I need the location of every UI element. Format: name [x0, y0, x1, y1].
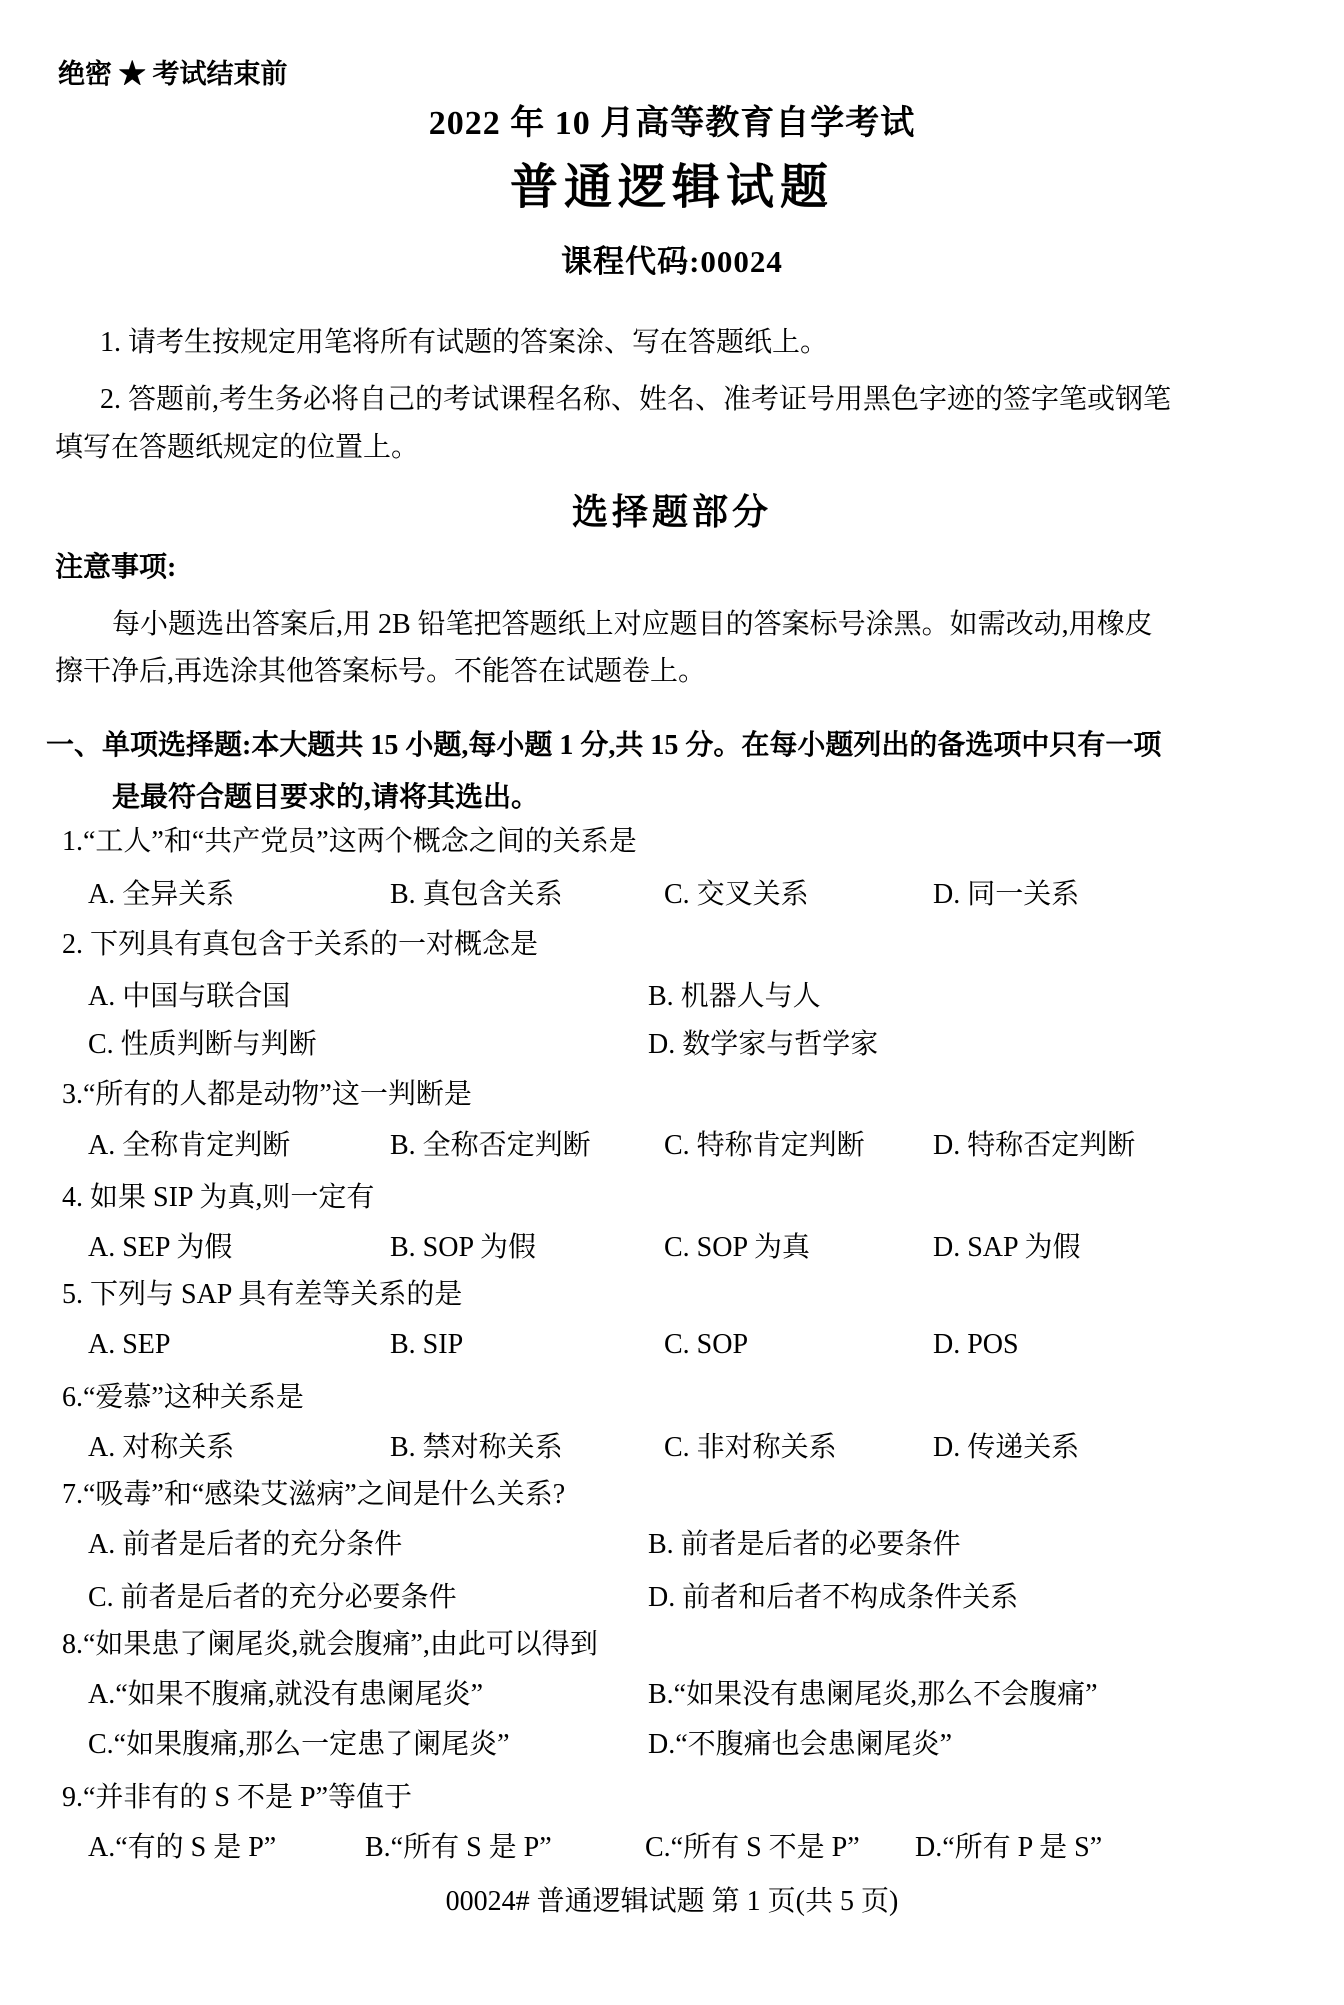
question-7-option-d: D. 前者和后者不构成条件关系	[648, 1582, 1019, 1613]
question-4-options	[88, 1230, 1081, 1265]
question-3-option-d: D. 特称否定判断	[933, 1130, 1136, 1161]
question-9-option-b: B.“所有 S 是 P”	[365, 1832, 552, 1863]
question-3-option-a: A. 全称肯定判断	[88, 1130, 291, 1161]
question-8-option-d: D.“不腹痛也会患阑尾炎”	[648, 1729, 953, 1760]
section-title: 选择题部分	[571, 492, 772, 532]
question-6-option-a: A. 对称关系	[88, 1432, 235, 1463]
question-6-option-c: C. 非对称关系	[664, 1432, 837, 1463]
note-line-1: 每小题选出答案后,用 2B 铅笔把答题纸上对应题目的答案标号涂黑。如需改动,用橡皮	[112, 609, 1153, 640]
question-5-text: 5. 下列与 SAP 具有差等关系的是	[62, 1279, 463, 1310]
question-1-option-a: A. 全异关系	[88, 879, 235, 910]
question-7-option-c: C. 前者是后者的充分必要条件	[88, 1582, 457, 1613]
question-9-option-d: D.“所有 P 是 S”	[915, 1832, 1103, 1863]
question-3-option-b: B. 全称否定判断	[390, 1130, 591, 1161]
question-5-options	[88, 1327, 1019, 1362]
exam-title: 2022 年 10 月高等教育自学考试	[428, 105, 916, 142]
question-5-option-a: A. SEP	[88, 1329, 171, 1360]
question-8-option-b: B.“如果没有患阑尾炎,那么不会腹痛”	[648, 1679, 1098, 1710]
question-4-option-c: C. SOP 为真	[664, 1232, 811, 1263]
question-6-option-b: B. 禁对称关系	[390, 1432, 563, 1463]
course-code: 课程代码:00024	[561, 244, 783, 279]
instruction-line-2: 2. 答题前,考生务必将自己的考试课程名称、姓名、准考证号用黑色字迹的签字笔或钢笔	[100, 384, 1172, 415]
question-5-option-b: B. SIP	[390, 1329, 464, 1360]
instruction-line-2-cont: 填写在答题纸规定的位置上。	[55, 432, 420, 463]
question-1-option-d: D. 同一关系	[933, 879, 1080, 910]
question-7-option-b: B. 前者是后者的必要条件	[648, 1529, 961, 1560]
question-7-text: 7.“吸毒”和“感染艾滋病”之间是什么关系?	[62, 1479, 566, 1510]
question-5-option-c: C. SOP	[664, 1329, 749, 1360]
question-9-option-a: A.“有的 S 是 P”	[88, 1832, 277, 1863]
question-8-option-a: A.“如果不腹痛,就没有患阑尾炎”	[88, 1679, 484, 1710]
question-4-option-a: A. SEP 为假	[88, 1232, 233, 1263]
question-9-options	[88, 1830, 1102, 1865]
question-1-option-b: B. 真包含关系	[390, 879, 563, 910]
question-2-option-a: A. 中国与联合国	[88, 981, 291, 1012]
instruction-line-1: 1. 请考生按规定用笔将所有试题的答案涂、写在答题纸上。	[100, 327, 829, 358]
part-heading-line-2: 是最符合题目要求的,请将其选出。	[112, 782, 540, 813]
question-2-options-row-1	[88, 979, 821, 1014]
question-1-text: 1.“工人”和“共产党员”这两个概念之间的关系是	[62, 826, 637, 857]
question-1-options	[88, 877, 1079, 912]
question-9-option-c: C.“所有 S 不是 P”	[645, 1832, 860, 1863]
note-line-2: 擦干净后,再选涂其他答案标号。不能答在试题卷上。	[55, 656, 707, 687]
question-3-text: 3.“所有的人都是动物”这一判断是	[62, 1079, 472, 1110]
question-1-option-c: C. 交叉关系	[664, 879, 809, 910]
question-2-option-b: B. 机器人与人	[648, 981, 821, 1012]
question-7-options-row-2	[88, 1580, 1018, 1615]
question-7-options-row-1	[88, 1527, 961, 1562]
question-9-text: 9.“并非有的 S 不是 P”等值于	[62, 1782, 413, 1813]
question-7-option-a: A. 前者是后者的充分条件	[88, 1529, 403, 1560]
question-6-option-d: D. 传递关系	[933, 1432, 1080, 1463]
question-4-text: 4. 如果 SIP 为真,则一定有	[62, 1182, 375, 1213]
question-3-option-c: C. 特称肯定判断	[664, 1130, 865, 1161]
question-4-option-d: D. SAP 为假	[933, 1232, 1081, 1263]
question-6-text: 6.“爱慕”这种关系是	[62, 1382, 304, 1413]
question-2-options-row-2	[88, 1027, 878, 1062]
question-2-option-d: D. 数学家与哲学家	[648, 1029, 879, 1060]
classification-banner: 绝密 ★ 考试结束前	[58, 59, 288, 89]
question-5-option-d: D. POS	[933, 1329, 1019, 1360]
question-8-option-c: C.“如果腹痛,那么一定患了阑尾炎”	[88, 1729, 510, 1760]
notes-heading: 注意事项:	[55, 552, 177, 583]
question-8-text: 8.“如果患了阑尾炎,就会腹痛”,由此可以得到	[62, 1629, 598, 1660]
question-8-options-row-1	[88, 1677, 1098, 1712]
question-2-text: 2. 下列具有真包含于关系的一对概念是	[62, 929, 539, 960]
question-6-options	[88, 1430, 1079, 1465]
question-8-options-row-2	[88, 1727, 952, 1762]
question-4-option-b: B. SOP 为假	[390, 1232, 537, 1263]
part-heading-line-1: 一、单项选择题:本大题共 15 小题,每小题 1 分,共 15 分。在每小题列出的备选项中只有一项	[46, 730, 1162, 761]
paper-title: 普通逻辑试题	[509, 161, 834, 214]
question-2-option-c: C. 性质判断与判断	[88, 1029, 317, 1060]
question-3-options	[88, 1128, 1135, 1163]
page-footer: 00024# 普通逻辑试题 第 1 页(共 5 页)	[445, 1886, 899, 1917]
